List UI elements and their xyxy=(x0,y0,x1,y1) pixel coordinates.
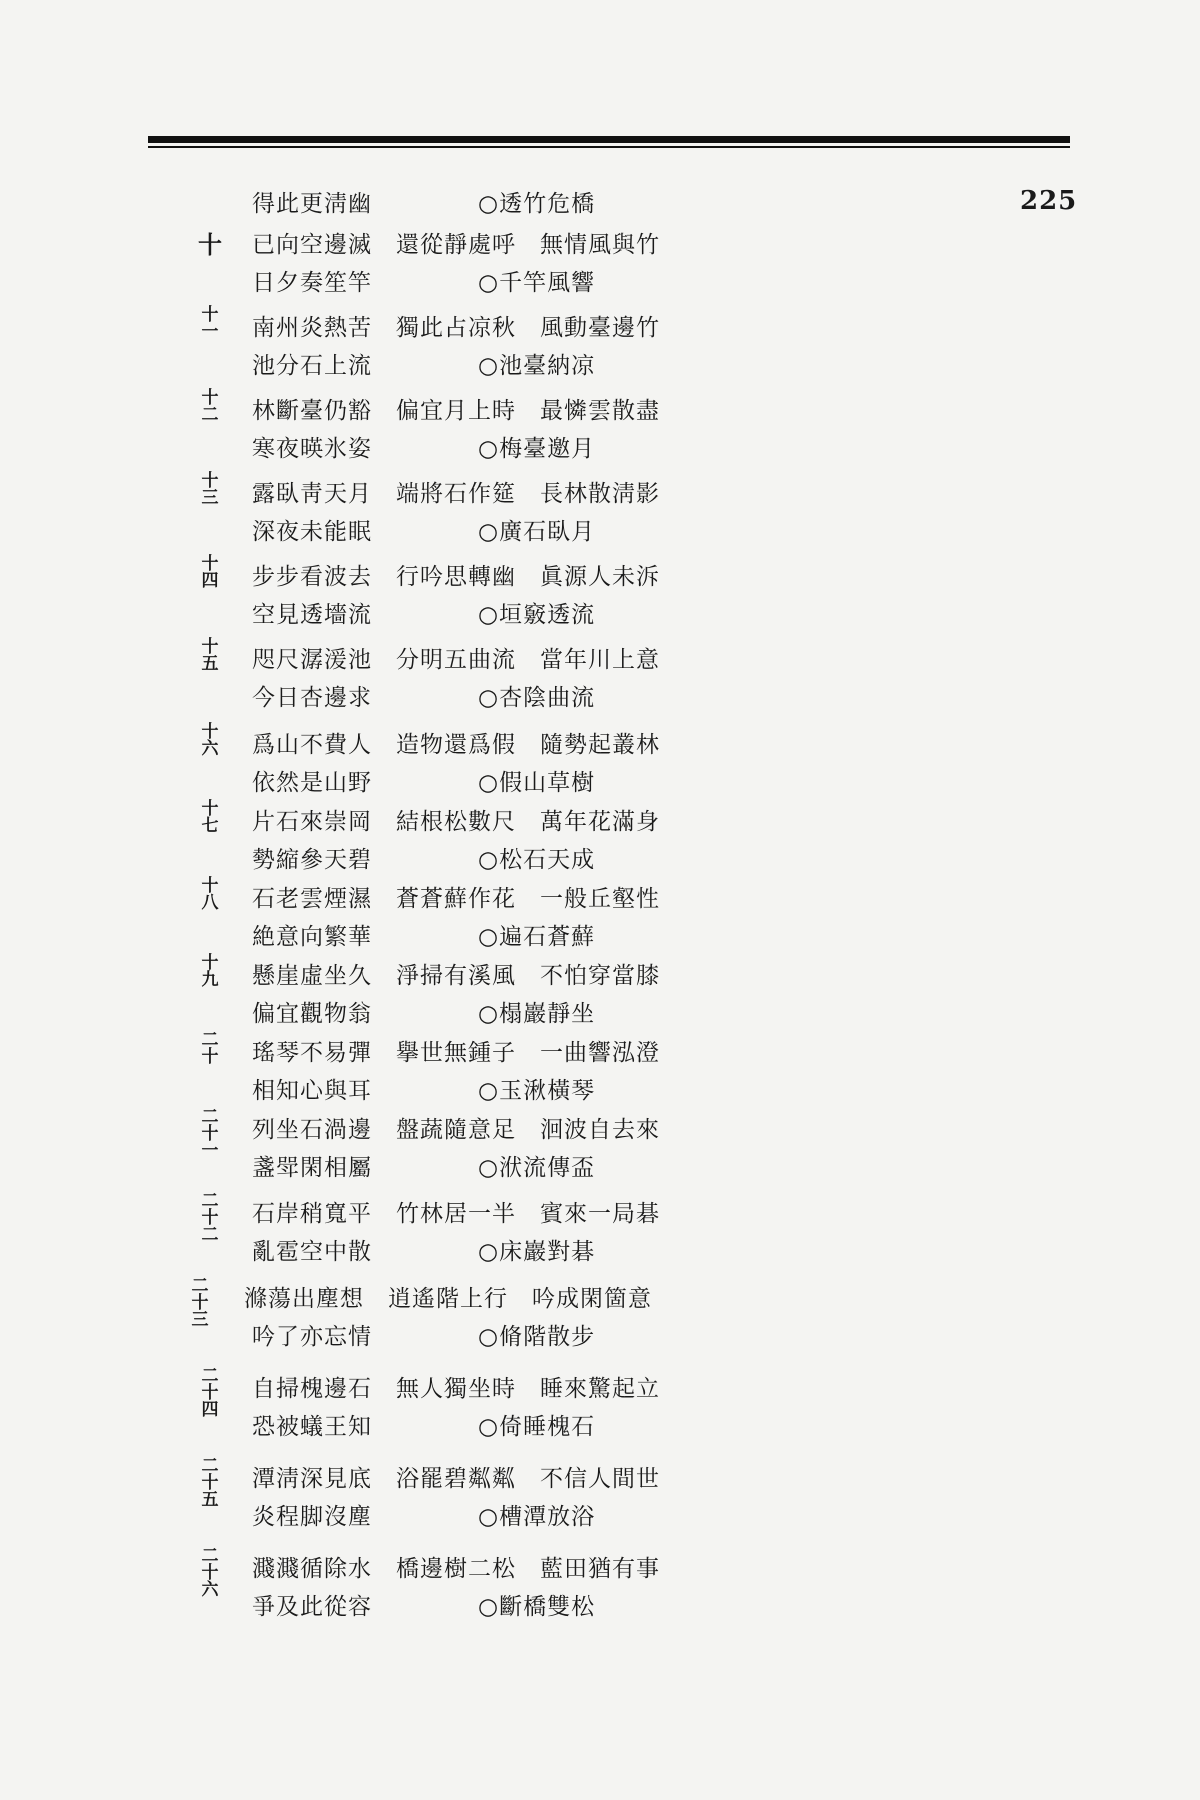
lead-line xyxy=(190,187,890,221)
poem-line-second xyxy=(190,1320,890,1354)
poem-line-first xyxy=(190,388,890,428)
poem-number: 十六 xyxy=(201,722,219,759)
poem-line-first xyxy=(190,1276,890,1330)
poem-line-first xyxy=(190,876,890,916)
poem-line-first xyxy=(190,1030,890,1070)
poem-line-first xyxy=(190,1191,890,1245)
poem-tail: 今日杏邊求 xyxy=(252,685,372,711)
poem-line-first xyxy=(190,799,890,839)
poem-number: 十 xyxy=(198,230,222,259)
poem-text: 石老雲煙濕 蒼蒼蘚作花 一般丘壑性 xyxy=(252,886,660,912)
poem-title: ○槽潭放浴 xyxy=(478,1504,596,1530)
poem-text: 濺濺循除水 橋邊樹二松 藍田猶有事 xyxy=(252,1556,660,1582)
poem-number: 十九 xyxy=(201,953,219,990)
poem-line-first xyxy=(190,1107,890,1161)
poem-line-first xyxy=(190,305,890,345)
poem-line-first xyxy=(190,228,890,262)
poem-number: 二十三 xyxy=(191,1276,209,1330)
poem-number: 十一 xyxy=(201,305,219,342)
poem-title: ○垣竅透流 xyxy=(478,602,596,628)
poem-tail: 勢縮參天碧 xyxy=(252,847,372,873)
poem-title: ○斷橋雙松 xyxy=(478,1594,596,1620)
poem-tail: 池分石上流 xyxy=(252,353,372,379)
header-rule-thick xyxy=(148,136,1070,143)
poem-tail: 相知心與耳 xyxy=(252,1078,372,1104)
poem-tail: 深夜未能眠 xyxy=(252,519,372,545)
poem-tail: 偏宜觀物翁 xyxy=(252,1001,372,1027)
page-number: 225 xyxy=(1020,186,1078,216)
poem-line-second xyxy=(190,1590,890,1624)
poem-title: ○透竹危橋 xyxy=(478,191,596,217)
poem-line-second xyxy=(190,681,890,715)
poem-line-second xyxy=(190,997,890,1031)
poem-title: ○假山草樹 xyxy=(478,770,596,796)
poem-line-second xyxy=(190,1235,890,1269)
poem-number: 十八 xyxy=(201,876,219,913)
poem-line-second xyxy=(190,598,890,632)
poem-tail: 盞斝閑相屬 xyxy=(252,1155,372,1181)
poem-text: 已向空邊滅 還從靜處呼 無情風與竹 xyxy=(252,232,660,258)
poem-text: 瑤琴不易彈 擧世無鍾子 一曲響泓澄 xyxy=(252,1040,660,1066)
poem-title: ○倚睡槐石 xyxy=(478,1414,596,1440)
poem-tail: 爭及此從容 xyxy=(252,1594,372,1620)
poem-title: ○池臺納凉 xyxy=(478,353,596,379)
poem-line-first xyxy=(190,471,890,511)
poem-text: 咫尺潺湲池 分明五曲流 當年川上意 xyxy=(252,647,660,673)
poem-tail: 炎程脚沒塵 xyxy=(252,1504,372,1530)
poem-line-second xyxy=(190,766,890,800)
poem-line-second xyxy=(190,349,890,383)
poem-line-first xyxy=(190,722,890,762)
poem-number: 十二 xyxy=(201,388,219,425)
poem-text: 步步看波去 行吟思轉幽 眞源人未泝 xyxy=(252,564,660,590)
poem-tail: 寒夜暎氷姿 xyxy=(252,436,372,462)
poem-text: 石岸稍寬平 竹林居一半 賓來一局碁 xyxy=(252,1201,660,1227)
poem-line-second xyxy=(190,843,890,877)
poem-line-first xyxy=(190,1366,890,1420)
poem-line-first xyxy=(190,1546,890,1600)
poem-line-second xyxy=(190,1074,890,1108)
poem-number: 二十五 xyxy=(201,1456,219,1510)
poem-line-second xyxy=(190,1410,890,1444)
poem-title: ○玉湫橫琴 xyxy=(478,1078,596,1104)
poem-line-second xyxy=(190,920,890,954)
poem-title: ○千竿風響 xyxy=(478,270,596,296)
poem-tail: 依然是山野 xyxy=(252,770,372,796)
poem-title: ○洑流傳盃 xyxy=(478,1155,596,1181)
poem-line-second xyxy=(190,1500,890,1534)
poem-line-first xyxy=(190,1456,890,1510)
poem-title: ○松石天成 xyxy=(478,847,596,873)
poem-title: ○杏陰曲流 xyxy=(478,685,596,711)
poem-tail: 得此更淸幽 xyxy=(252,191,372,217)
poem-line-first xyxy=(190,637,890,677)
poem-title: ○床巖對碁 xyxy=(478,1239,596,1265)
poem-line-first xyxy=(190,554,890,594)
poem-line-second xyxy=(190,432,890,466)
poem-text: 列坐石渦邊 盤蔬隨意足 洄波自去來 xyxy=(252,1117,660,1143)
poem-text: 片石來崇岡 結根松數尺 萬年花滿身 xyxy=(252,809,660,835)
poem-text: 自掃槐邊石 無人獨坐時 睡來驚起立 xyxy=(252,1376,660,1402)
poem-title: ○梅臺邀月 xyxy=(478,436,596,462)
poem-number: 二十六 xyxy=(201,1546,219,1600)
poem-text: 滌蕩出塵想 逍遙階上行 吟成閑箇意 xyxy=(244,1286,652,1312)
poem-line-second xyxy=(190,515,890,549)
poem-text: 懸崖虛坐久 淨掃有溪風 不怕穿當膝 xyxy=(252,963,660,989)
poem-number: 二十一 xyxy=(201,1107,219,1161)
poem-number: 十三 xyxy=(201,471,219,508)
poem-line-second xyxy=(190,266,890,300)
poem-number: 二十 xyxy=(201,1030,219,1067)
poem-tail: 絶意向繁華 xyxy=(252,924,372,950)
poem-number: 二十四 xyxy=(201,1366,219,1420)
poem-text: 南州炎熱苦 獨此占凉秋 風動臺邊竹 xyxy=(252,315,660,341)
poem-number: 二十二 xyxy=(201,1191,219,1245)
poem-number: 十四 xyxy=(201,554,219,591)
poem-title: ○廣石臥月 xyxy=(478,519,596,545)
poem-tail: 恐被蟻王知 xyxy=(252,1414,372,1440)
poem-tail: 日夕奏笙竿 xyxy=(252,270,372,296)
poem-number: 十五 xyxy=(201,637,219,674)
poem-text: 林斷臺仍豁 偏宜月上時 最憐雲散盡 xyxy=(252,398,660,424)
poem-tail: 吟了亦忘情 xyxy=(252,1324,372,1350)
poem-line-second xyxy=(190,1151,890,1185)
poem-title: ○脩階散步 xyxy=(478,1324,596,1350)
poem-text: 露臥靑天月 端將石作筵 長林散淸影 xyxy=(252,481,660,507)
poem-tail: 亂雹空中散 xyxy=(252,1239,372,1265)
poem-text: 爲山不費人 造物還爲假 隨勢起叢林 xyxy=(252,732,660,758)
header-rule-thin xyxy=(148,146,1070,148)
poem-line-first xyxy=(190,953,890,993)
poem-tail: 空見透墻流 xyxy=(252,602,372,628)
poem-number: 十七 xyxy=(201,799,219,836)
poem-title: ○遍石蒼蘚 xyxy=(478,924,596,950)
poem-text: 潭淸深見底 浴罷碧粼粼 不信人間世 xyxy=(252,1466,660,1492)
poem-title: ○榻巖靜坐 xyxy=(478,1001,596,1027)
